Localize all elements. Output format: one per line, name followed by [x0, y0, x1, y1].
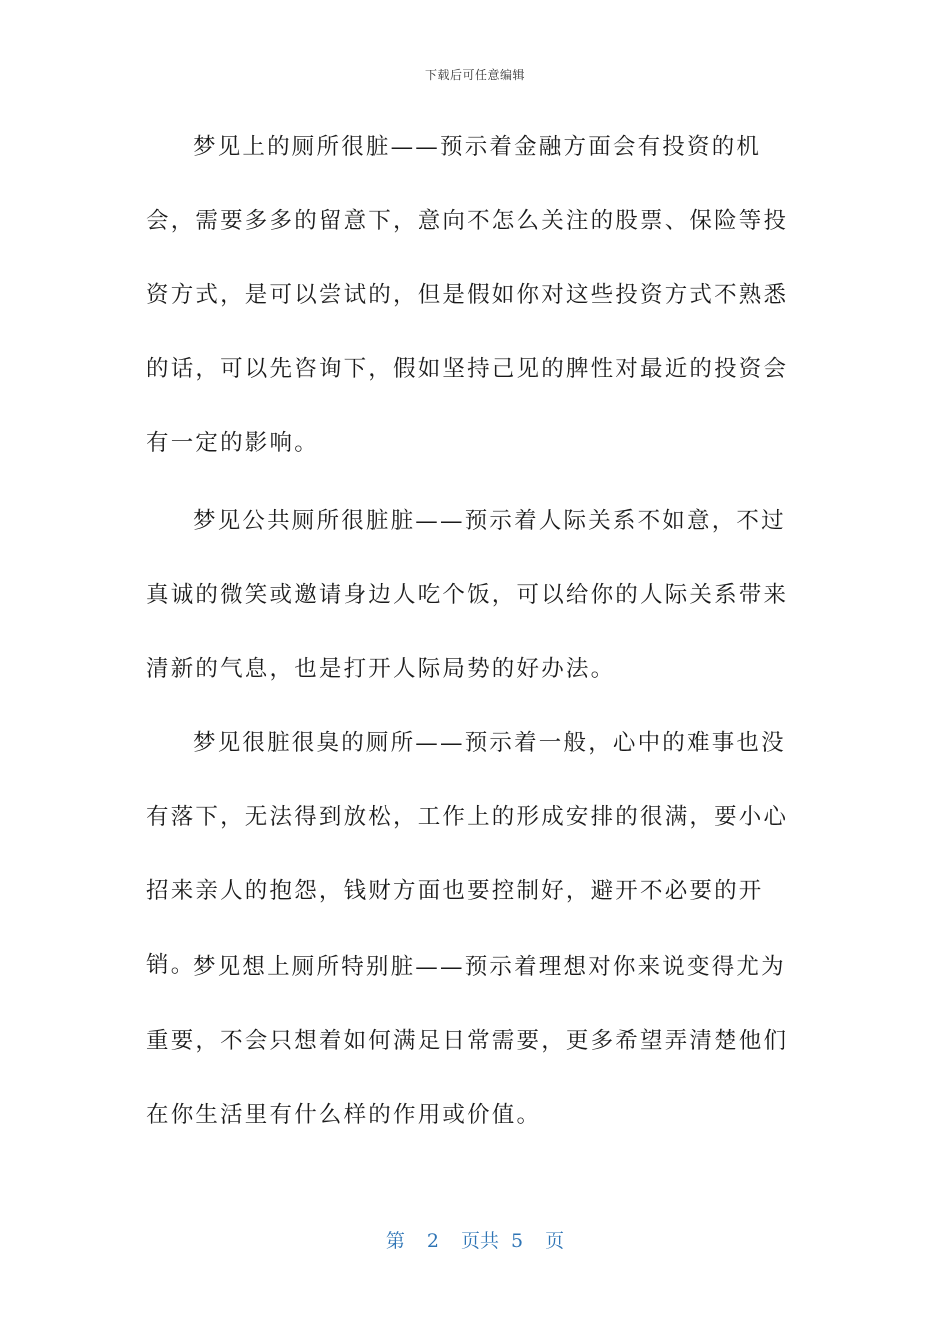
paragraph-3: 梦见很脏很臭的厕所——预示着一般，心中的难事也没有落下，无法得到放松，工作上的形成安排的很满，要小心招来亲人的抱怨，钱财方面也要控制好，避开不必要的开销。 [146, 730, 789, 978]
current-page-number: 2 [426, 1230, 439, 1252]
page-prefix: 第 [385, 1230, 405, 1252]
paragraph-1: 梦见上的厕所很脏——预示着金融方面会有投资的机会，需要多多的留意下，意向不怎么关注的股票、保险等投资方式，是可以尝试的，但是假如你对这些投资方式不熟悉的话，可以先咨询下，假如坚持己见的脾性对最近的投资会有一定的影响。 [146, 134, 789, 456]
paragraph-4: 梦见想上厕所特别脏——预示着理想对你来说变得尤为重要，不会只想着如何满足日常需要，更多希望弄清楚他们在你生活里有什么样的作用或价值。 [146, 954, 789, 1128]
page-mid: 页共 [460, 1230, 499, 1252]
paragraph-block [146, 110, 808, 480]
page-footer [0, 1226, 950, 1253]
paragraph-2: 梦见公共厕所很脏脏——预示着人际关系不如意，不过真诚的微笑或邀请身边人吃个饭，可以给你的人际关系带来清新的气息，也是打开人际局势的好办法。 [146, 508, 789, 682]
paragraph-block [146, 930, 808, 1152]
header-note: 下载后可任意编辑 [424, 68, 525, 82]
total-pages-number: 5 [511, 1230, 524, 1252]
page-suffix: 页 [545, 1230, 565, 1252]
paragraph-block [146, 484, 808, 706]
